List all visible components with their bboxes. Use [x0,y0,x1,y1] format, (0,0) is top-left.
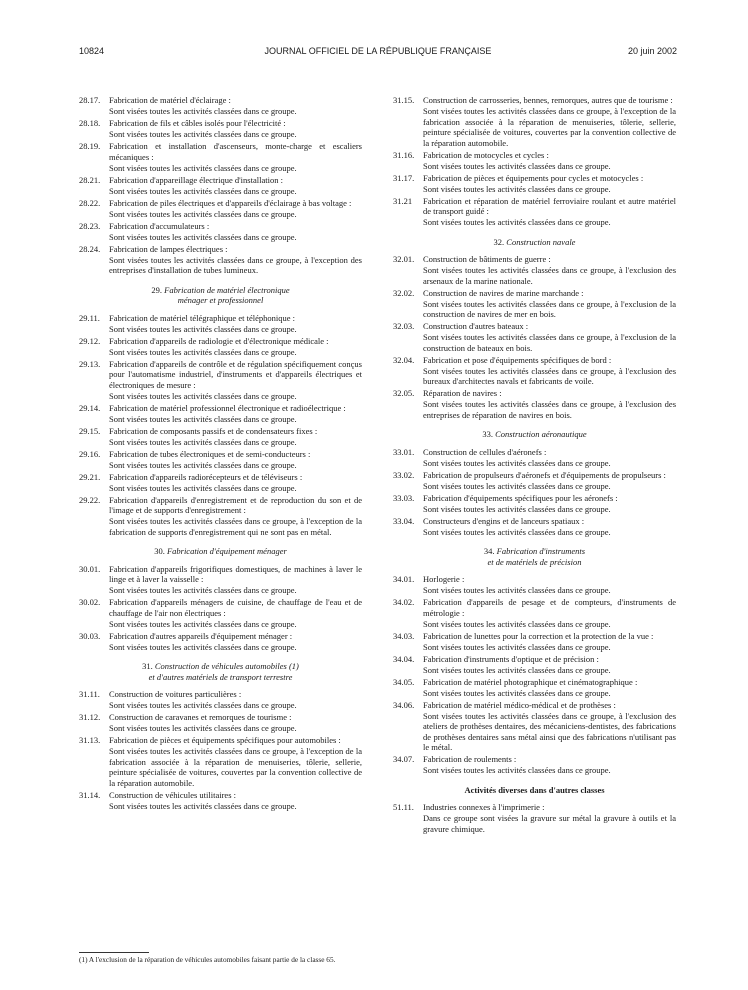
activity-note-block [79,347,362,358]
activity-line [79,712,362,723]
activity-code: 31.15. [393,95,415,105]
activity-item [79,403,362,425]
activity-note: Sont visées toutes les activités classées dans ce groupe. [109,346,297,357]
activity-line [393,516,676,527]
activity-note-block [79,163,362,174]
section-title-line2: et d'autres matériels de transport terrestre [148,671,293,682]
activity-line [79,198,362,209]
activity-code: 32.03. [393,321,415,331]
publication-date: 20 juin 2002 [627,46,677,56]
activity-label: Horlogerie : [423,574,465,584]
activity-note-block [79,209,362,220]
activity-note: Sont visées toutes les activités classées dans ce groupe. [109,459,297,470]
activity-note-block [79,324,362,335]
activity-label: Industries connexes à l'imprimerie : [423,802,545,812]
activity-label: Fabrication d'appareils d'enregistrement et de reproduction du son et de l'image et de supports d'enregistrement : [109,494,362,515]
activity-line [79,426,362,437]
activity-note-block [79,585,362,596]
activity-item [393,631,676,653]
activity-label: Fabrication d'instruments d'optique et de précision : [423,653,599,664]
activity-note: Sont visées toutes les activités classées dans ce groupe, à l'exclusion des arsenaux de la marine nationale. [423,265,676,286]
activity-note: Sont visées toutes les activités classées dans ce groupe. [423,641,611,652]
activity-line [393,447,676,458]
section-number: 32. [493,236,505,247]
activity-note: Sont visées toutes les activités classées dans ce groupe, à l'exception des entreprises d'installation de tubes lumineux. [109,254,362,275]
activity-label: Constructeurs d'engins et de lanceurs spatiaux : [423,515,585,526]
activity-note-block [79,642,362,653]
activity-label: Fabrication d'appareils radiorécepteurs et de téléviseurs : [109,471,303,482]
activity-code: 30.02. [79,597,101,607]
activity-note-block [393,642,676,653]
activity-line [393,95,676,106]
activity-item [393,95,676,148]
activity-label: Fabrication et installation d'ascenseurs, monte-charge et escaliers mécaniques : [109,141,362,162]
activity-label: Fabrication de composants passifs et de condensateurs fixes : [109,425,318,436]
activity-line [79,313,362,324]
activity-note-block [393,619,676,630]
activity-note: Sont visées toutes les activités classées dans ce groupe. [423,526,611,537]
activity-code: 28.19. [79,141,101,151]
activity-label: Fabrication de pièces et équipements spécifiques pour automobiles : [109,735,341,745]
activity-note: Sont visées toutes les activités classées dans ce groupe, à l'exclusion de la construction de navires de mer en bois. [423,298,676,319]
activity-code: 51.11. [393,802,414,812]
section-heading [393,429,676,440]
activity-item [79,735,362,788]
activity-item [393,254,676,286]
activity-code: 34.07. [393,754,415,764]
activity-note-block [79,186,362,197]
section-title-line2: ménager et professionnel [177,295,264,305]
activity-code: 31.21 [393,195,413,206]
activity-line [393,677,676,688]
activity-item [79,175,362,197]
activity-item [393,493,676,515]
activity-note: Sont visées toutes les activités classées dans ce groupe. [423,183,611,194]
activity-item [79,631,362,653]
activity-label: Fabrication d'appareils de contrôle et de régulation spécifiquement conçus pour l'automatisme industriel, d'instruments et d'appareils électriques et électroniques de mesure : [109,358,362,390]
activity-label: Fabrication de propulseurs d'aéronefs et d'équipements de propulseurs : [423,469,666,480]
activity-note-block [393,184,676,195]
activity-code: 28.18. [79,118,101,128]
activity-note: Sont visées toutes les activités classées dans ce groupe. [109,208,297,219]
activity-note: Sont visées toutes les activités classées dans ce groupe. [109,585,297,595]
activity-label: Fabrication de motocycles et cycles : [423,149,549,160]
activity-line [393,597,676,618]
activity-item [393,654,676,676]
activity-code: 33.01. [393,446,415,457]
activity-note: Sont visées toutes les activités classées dans ce groupe, à l'exclusion des ateliers de prothèses dentaires, des mécaniciens-dentistes, des fabrications de prothèses dentaires sans métal ainsi que des fabrications n'utilisant pas le métal. [423,710,676,752]
section-title: Construction de véhicules automobiles (1) [154,661,299,671]
activity-label: Fabrication de matériel photographique et cinématographique : [423,676,638,687]
activity-code: 31.13. [79,735,101,745]
activity-note: Sont visées toutes les activités classées dans ce groupe. [109,800,297,811]
activity-note: Sont visées toutes les activités classées dans ce groupe. [109,323,297,334]
activity-note: Sont visées toutes les activités classées dans ce groupe. [109,413,297,424]
activity-line [79,449,362,460]
activity-line [79,221,362,232]
section-heading [79,546,362,557]
activity-note: Sont visées toutes les activités classées dans ce groupe. [423,217,611,227]
activity-label: Construction de navires de marine marchande : [423,287,584,298]
activity-note-block [79,106,362,117]
activity-note-block [393,458,676,469]
activity-item [393,288,676,320]
activity-item [393,574,676,596]
activity-code: 32.02. [393,287,415,298]
activity-note-block [393,265,676,286]
activity-note: Sont visées toutes les activités classées dans ce groupe. [109,106,297,116]
activity-item [393,470,676,492]
activity-note-block [393,813,676,834]
activity-item [393,388,676,420]
activity-note: Sont visées toutes les activités classées dans ce groupe. [109,723,297,733]
activity-note: Sont visées toutes les activités classées dans ce groupe. [423,160,611,171]
activity-note: Sont visées toutes les activités classées dans ce groupe. [109,641,297,652]
activity-line [79,118,362,129]
activity-label: Fabrication d'appareils frigorifiques domestiques, de machines à laver le linge et à laver la vaisselle : [109,563,362,584]
activity-label: Fabrication d'appareils de pesage et de compteurs, d'instruments de métrologie : [423,597,676,618]
activity-code: 34.04. [393,653,415,664]
activity-code: 31.14. [79,789,101,800]
activity-code: 32.04. [393,354,415,365]
activity-code: 32.01. [393,254,415,264]
activity-label: Fabrication d'équipements spécifiques pour les aéronefs : [423,492,618,503]
activity-line [79,175,362,186]
activity-note: Sont visées toutes les activités classées dans ce groupe. [109,162,297,173]
activity-label: Construction d'autres bateaux : [423,321,529,331]
activity-note-block [79,255,362,276]
activity-note-block [79,460,362,471]
activity-line [79,141,362,162]
activity-line [393,355,676,366]
activity-label: Construction de bâtiments de guerre : [423,254,551,264]
activity-line [79,564,362,585]
activity-note: Sont visées toutes les activités classées dans ce groupe. [109,700,297,710]
activity-code: 28.23. [79,220,101,231]
activity-note-block [79,437,362,448]
section-heading [79,661,362,682]
activity-note: Sont visées toutes les activités classées dans ce groupe. [423,503,611,514]
activity-item [393,597,676,629]
activity-line [393,700,676,711]
page-header [79,44,677,58]
activity-item [393,754,676,776]
activity-note: Sont visées toutes les activités classées dans ce groupe. [109,436,297,447]
activity-code: 30.01. [79,563,101,574]
activity-code: 31.11. [79,689,100,699]
activity-label: Fabrication de lunettes pour la correction et la protection de la vue : [423,630,654,641]
footnote-divider [79,952,149,953]
activity-note-block [79,232,362,243]
activity-note-block [393,765,676,776]
activity-note-block [393,217,676,228]
activity-note-block [393,106,676,148]
activity-code: 34.06. [393,699,415,710]
activity-line [79,472,362,483]
activity-code: 29.13. [79,358,101,369]
activity-code: 29.22. [79,494,101,505]
activity-note: Sont visées toutes les activités classées dans ce groupe, à l'exclusion de la construction de bateaux en bois. [423,332,676,353]
activity-item [393,321,676,353]
activity-line [79,495,362,516]
activity-code: 32.05. [393,388,415,398]
left-column [79,95,362,813]
activity-code: 34.03. [393,630,415,641]
activity-note: Sont visées toutes les activités classées dans ce groupe, à l'exception de la fabrication associée à la réparation de menuiseries, tôlerie, sellerie, peinture spécialisée de voitures, couvertes par la convention collective de la réparation automobile. [109,746,362,788]
activity-item [79,495,362,538]
activity-item [393,355,676,387]
activity-note-block [79,700,362,711]
activity-code: 29.16. [79,448,101,459]
activity-note-block [393,585,676,596]
activity-note: Sont visées toutes les activités classées dans ce groupe. [423,765,611,775]
activity-code: 28.17. [79,95,101,105]
activity-label: Fabrication et pose d'équipements spécifiques de bord : [423,354,612,365]
activity-item [393,173,676,195]
activity-line [79,336,362,347]
activity-line [79,790,362,801]
activity-code: 28.21. [79,174,101,185]
section-number: 31. [142,661,153,671]
section-heading-bold: Activités diverses dans d'autres classes [464,784,605,795]
activity-note-block [79,483,362,494]
activity-item [79,597,362,629]
activity-label: Fabrication de pièces et équipements pour cycles et motocycles : [423,172,644,183]
activity-code: 33.02. [393,469,415,480]
activity-label: Construction de caravanes et remorques de tourisme : [109,712,292,722]
activity-item [79,244,362,276]
activity-code: 29.15. [79,425,101,436]
activity-note: Sont visées toutes les activités classées dans ce groupe. [109,185,297,196]
section-title: Fabrication de matériel électronique [164,284,290,295]
activity-note: Sont visées toutes les activités classées dans ce groupe, à l'exception de la fabrication associée à la réparation de menuiseries, tôlerie, sellerie, peinture spécialisée de voitures, couvertes par la convention collective de la réparation automobile. [423,106,676,148]
activity-item [393,677,676,699]
activity-item [79,198,362,220]
activity-label: Construction de cellules d'aéronefs : [423,446,547,457]
activity-note: Sont visées toutes les activités classées dans ce groupe. [109,390,297,401]
activity-label: Fabrication de roulements : [423,754,517,764]
activity-label: Fabrication de matériel télégraphique et téléphonique : [109,312,295,323]
activity-item [393,447,676,469]
activity-note-block [79,129,362,140]
activity-label: Fabrication d'autres appareils d'équipement ménager : [109,630,293,641]
activity-code: 31.12. [79,712,101,722]
activity-code: 33.04. [393,515,415,526]
activity-item [79,359,362,402]
activity-item [79,790,362,812]
activity-note-block [79,746,362,788]
activity-line [393,196,676,217]
activity-label: Fabrication d'appareils de radiologie et d'électronique médicale : [109,335,329,346]
activity-item [393,150,676,172]
activity-line [79,597,362,618]
activity-note-block [79,414,362,425]
activity-item [79,141,362,173]
activity-label: Fabrication de matériel professionnel électronique et radioélectrique : [109,402,346,413]
activity-item [79,336,362,358]
activity-note-block [393,527,676,538]
activity-note: Sont visées toutes les activités classées dans ce groupe, à l'exception de la fabrication de supports d'enregistrement qui ne sont pas en métal. [109,516,362,537]
activity-note: Sont visées toutes les activités classées dans ce groupe. [423,618,611,629]
section-title: Fabrication d'instruments [496,546,586,556]
activity-item [393,516,676,538]
right-column [393,95,676,836]
activity-item [79,221,362,243]
activity-note-block [393,688,676,699]
activity-label: Fabrication d'appareils ménagers de cuisine, de chauffage de l'eau et de chauffage de l'air non électriques : [109,597,362,618]
activity-label: Fabrication de tubes électroniques et de semi-conducteurs : [109,448,311,459]
activity-line [393,802,676,813]
activity-code: 30.03. [79,630,101,641]
activity-label: Construction de voitures particulières : [109,689,242,699]
activity-label: Fabrication de matériel d'éclairage : [109,95,231,105]
section-heading [79,285,362,306]
activity-line [393,254,676,265]
activity-note-block [393,161,676,172]
activity-code: 29.11. [79,312,100,323]
activity-label: Fabrication d'appareillage électrique d'installation : [109,174,283,185]
activity-line [79,244,362,255]
activity-line [79,359,362,391]
activity-label: Fabrication de matériel médico-médical et de prothèses : [423,699,616,710]
activity-label: Fabrication d'accumulateurs : [109,220,210,231]
section-title: Construction aéronautique [495,429,587,439]
activity-line [393,288,676,299]
activity-note-block [79,619,362,630]
activity-item [79,564,362,596]
activity-note: Sont visées toutes les activités classées dans ce groupe. [109,618,297,629]
activity-note: Sont visées toutes les activités classées dans ce groupe. [109,231,297,242]
activity-note-block [79,516,362,537]
activity-code: 29.21. [79,471,101,482]
activity-label: Fabrication et réparation de matériel ferroviaire roulant et autre matériel de transport guidé : [423,195,676,216]
activity-note-block [79,391,362,402]
activity-line [393,654,676,665]
activity-code: 34.02. [393,597,415,607]
activity-label: Fabrication de piles électriques et d'appareils d'éclairage à bas voltage : [109,197,352,208]
activity-note-block [393,366,676,387]
activity-note-block [393,299,676,320]
activity-note: Dans ce groupe sont visées la gravure sur métal la gravure à outils et la gravure chimique. [423,813,676,834]
activity-note-block [393,332,676,353]
activity-note-block [393,504,676,515]
activity-code: 33.03. [393,492,415,503]
activity-line [393,574,676,585]
activity-item [393,700,676,753]
activity-item [393,802,676,834]
activity-note: Sont visées toutes les activités classées dans ce groupe. [423,687,611,698]
footnote: (1) A l'exclusion de la réparation de véhicules automobiles faisant partie de la classe 65. [79,955,336,964]
activity-note: Sont visées toutes les activités classées dans ce groupe, à l'exclusion des entreprises de réparation de navires en bois. [423,399,676,420]
activity-line [79,735,362,746]
activity-line [393,470,676,481]
activity-item [79,118,362,140]
activity-line [79,689,362,700]
activity-note: Sont visées toutes les activités classées dans ce groupe. [423,585,611,595]
journal-title: JOURNAL OFFICIEL DE LA RÉPUBLIQUE FRANÇAISE [264,46,492,56]
activity-note-block [79,801,362,812]
section-title-line2: et de matériels de précision [487,556,582,567]
activity-note: Sont visées toutes les activités classées dans ce groupe, à l'exclusion des bureaux d'architectes navals et fabricants de voile. [423,365,676,386]
activity-label: Fabrication de fils et câbles isolés pour l'électricité : [109,118,286,128]
activity-item [79,426,362,448]
activity-code: 34.05. [393,676,415,687]
activity-line [393,388,676,399]
section-number: 33. [482,429,493,439]
activity-item [79,472,362,494]
activity-label: Construction de véhicules utilitaires : [109,789,237,800]
section-title: Fabrication d'équipement ménager [166,546,287,556]
page-number: 10824 [79,46,105,56]
activity-line [393,321,676,332]
activity-item [79,313,362,335]
activity-line [79,403,362,414]
activity-code: 29.12. [79,335,101,346]
activity-note: Sont visées toutes les activités classées dans ce groupe. [109,482,297,493]
activity-line [393,173,676,184]
section-number: 30. [154,546,165,556]
activity-label: Fabrication de lampes électriques : [109,243,228,254]
activity-note: Sont visées toutes les activités classées dans ce groupe. [423,480,611,491]
activity-note-block [393,665,676,676]
activity-note-block [393,481,676,492]
activity-item [393,196,676,228]
activity-line [393,631,676,642]
section-heading [393,237,676,248]
activity-code: 29.14. [79,402,101,413]
activity-line [393,754,676,765]
activity-code: 31.17. [393,172,415,183]
activity-note-block [79,723,362,734]
activity-line [79,631,362,642]
activity-label: Construction de carrosseries, bennes, remorques, autres que de tourisme : [423,95,673,105]
activity-code: 28.24. [79,243,101,254]
activity-item [79,449,362,471]
activity-line [393,493,676,504]
activity-code: 31.16. [393,149,415,160]
activity-note-block [393,399,676,420]
activity-label: Réparation de navires : [423,388,502,398]
section-title: Construction navale [506,236,576,247]
activity-note: Sont visées toutes les activités classées dans ce groupe. [423,457,611,468]
activity-note-block [393,711,676,753]
activity-code: 28.22. [79,197,101,208]
section-number: 34. [483,546,495,556]
section-heading [393,546,676,567]
activity-note: Sont visées toutes les activités classées dans ce groupe. [423,664,611,675]
activity-line [79,95,362,106]
activity-item [79,689,362,711]
activity-line [393,150,676,161]
activity-code: 34.01. [393,574,415,584]
activity-item [79,95,362,117]
section-number: 29. [151,284,162,295]
activity-item [79,712,362,734]
activity-note: Sont visées toutes les activités classées dans ce groupe. [109,129,297,139]
